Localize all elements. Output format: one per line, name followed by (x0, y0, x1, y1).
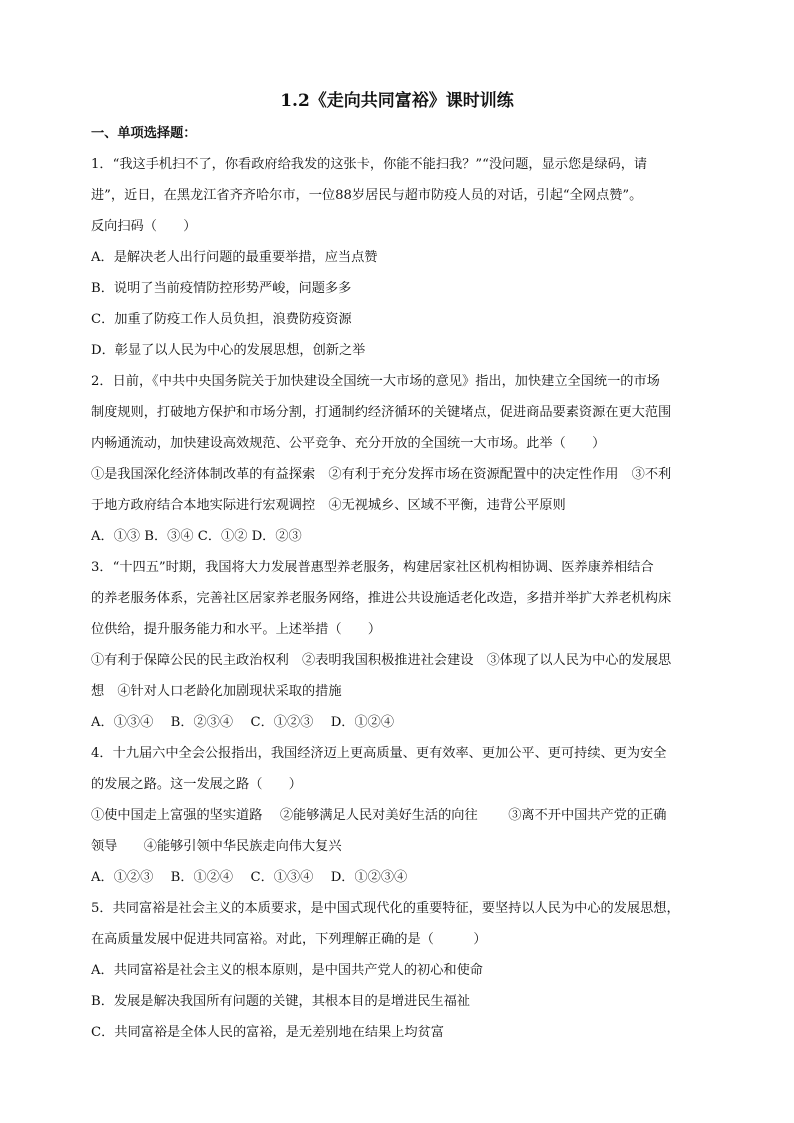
q4-line-2: 的发展之路。这一发展之路（ ） (91, 777, 302, 792)
q5-line-2: 在高质量发展中促进共同富裕。对此，下列理解正确的是（ ） (91, 932, 487, 947)
q4-statement-line-1: ①使中国走上富强的坚实道路 ②能够满足人民对美好生活的向往 ③离不开中国共产党的正确 (91, 808, 667, 823)
q3-line-2: 的养老服务体系，完善社区居家养老服务网络，推进公共设施适老化改造，多措并举扩大养老机构床 (91, 591, 672, 606)
section-heading: 一、单项选择题： (91, 126, 197, 141)
q5-option-c: C．共同富裕是全体人民的富裕，是无差别地在结果上均贫富 (91, 1025, 444, 1040)
q5-option-b: B．发展是解决我国所有问题的关键，其根本目的是增进民生福祉 (91, 994, 470, 1009)
q4-statement-line-2: 领导 ④能够引领中华民族走向伟大复兴 (91, 839, 342, 854)
q4-line-1: 4．十九届六中全会公报指出，我国经济迈上更高质量、更有效率、更加公平、更可持续、更为安全 (91, 746, 667, 761)
q1-line-3: 反向扫码（ ） (91, 219, 197, 234)
q3-line-3: 位供给，提升服务能力和水平。上述举措（ ） (91, 622, 382, 637)
q2-statement-line-1: ①是我国深化经济体制改革的有益探索 ②有利于充分发挥市场在资源配置中的决定性作用 ③不利 (91, 467, 672, 482)
q1-option-b: B．说明了当前疫情防控形势严峻，问题多多 (91, 281, 352, 296)
q1-line-1: 1．“我这手机扫不了，你看政府给我发的这张卡，你能不能扫我？”“没问题，显示您是绿码，请 (91, 157, 648, 172)
q1-option-d: D．彰显了以人民为中心的发展思想，创新之举 (91, 343, 366, 358)
q2-statement-line-2: 于地方政府结合本地实际进行宏观调控 ④无视城乡、区域不平衡，违背公平原则 (91, 498, 566, 513)
q3-line-1: 3．“十四五”时期，我国将大力发展普惠型养老服务，构建居家社区机构相协调、医养康养相结合 (91, 560, 654, 575)
q1-option-c: C．加重了防疫工作人员负担，浪费防疫资源 (91, 312, 352, 327)
q2-line-2: 制度规则，打破地方保护和市场分割，打通制约经济循环的关键堵点，促进商品要素资源在更大范围 (91, 405, 672, 420)
q5-option-a: A．共同富裕是社会主义的根本原则，是中国共产党人的初心和使命 (91, 963, 483, 978)
q4-options: A．①②③ B．①②④ C．①③④ D．①②③④ (91, 870, 408, 885)
q1-line-2: 进”，近日，在黑龙江省齐齐哈尔市，一位88岁居民与超市防疫人员的对话，引起“全网点赞”。 (91, 188, 643, 203)
q1-option-a: A．是解决老人出行问题的最重要举措，应当点赞 (91, 250, 378, 265)
q3-statement-line-1: ①有利于保障公民的民主政治权利 ②表明我国积极推进社会建设 ③体现了以人民为中心的发展思 (91, 653, 672, 668)
q2-options: A．①③ B．③④ C．①② D．②③ (91, 529, 302, 544)
q2-line-1: 2．日前，《中共中央国务院关于加快建设全国统一大市场的意见》指出，加快建立全国统一的市场 (91, 374, 660, 389)
q5-line-1: 5．共同富裕是社会主义的本质要求，是中国式现代化的重要特征，要坚持以人民为中心的发展思想， (91, 901, 680, 916)
q2-line-3: 内畅通流动，加快建设高效规范、公平竞争、充分开放的全国统一大市场。此举（ ） (91, 436, 606, 451)
q3-options: A．①③④ B．②③④ C．①②③ D．①②④ (91, 715, 395, 730)
page-title: 1.2《走向共同富裕》课时训练 (280, 91, 514, 111)
q3-statement-line-2: 想 ④针对人口老龄化加剧现状采取的措施 (91, 684, 342, 699)
